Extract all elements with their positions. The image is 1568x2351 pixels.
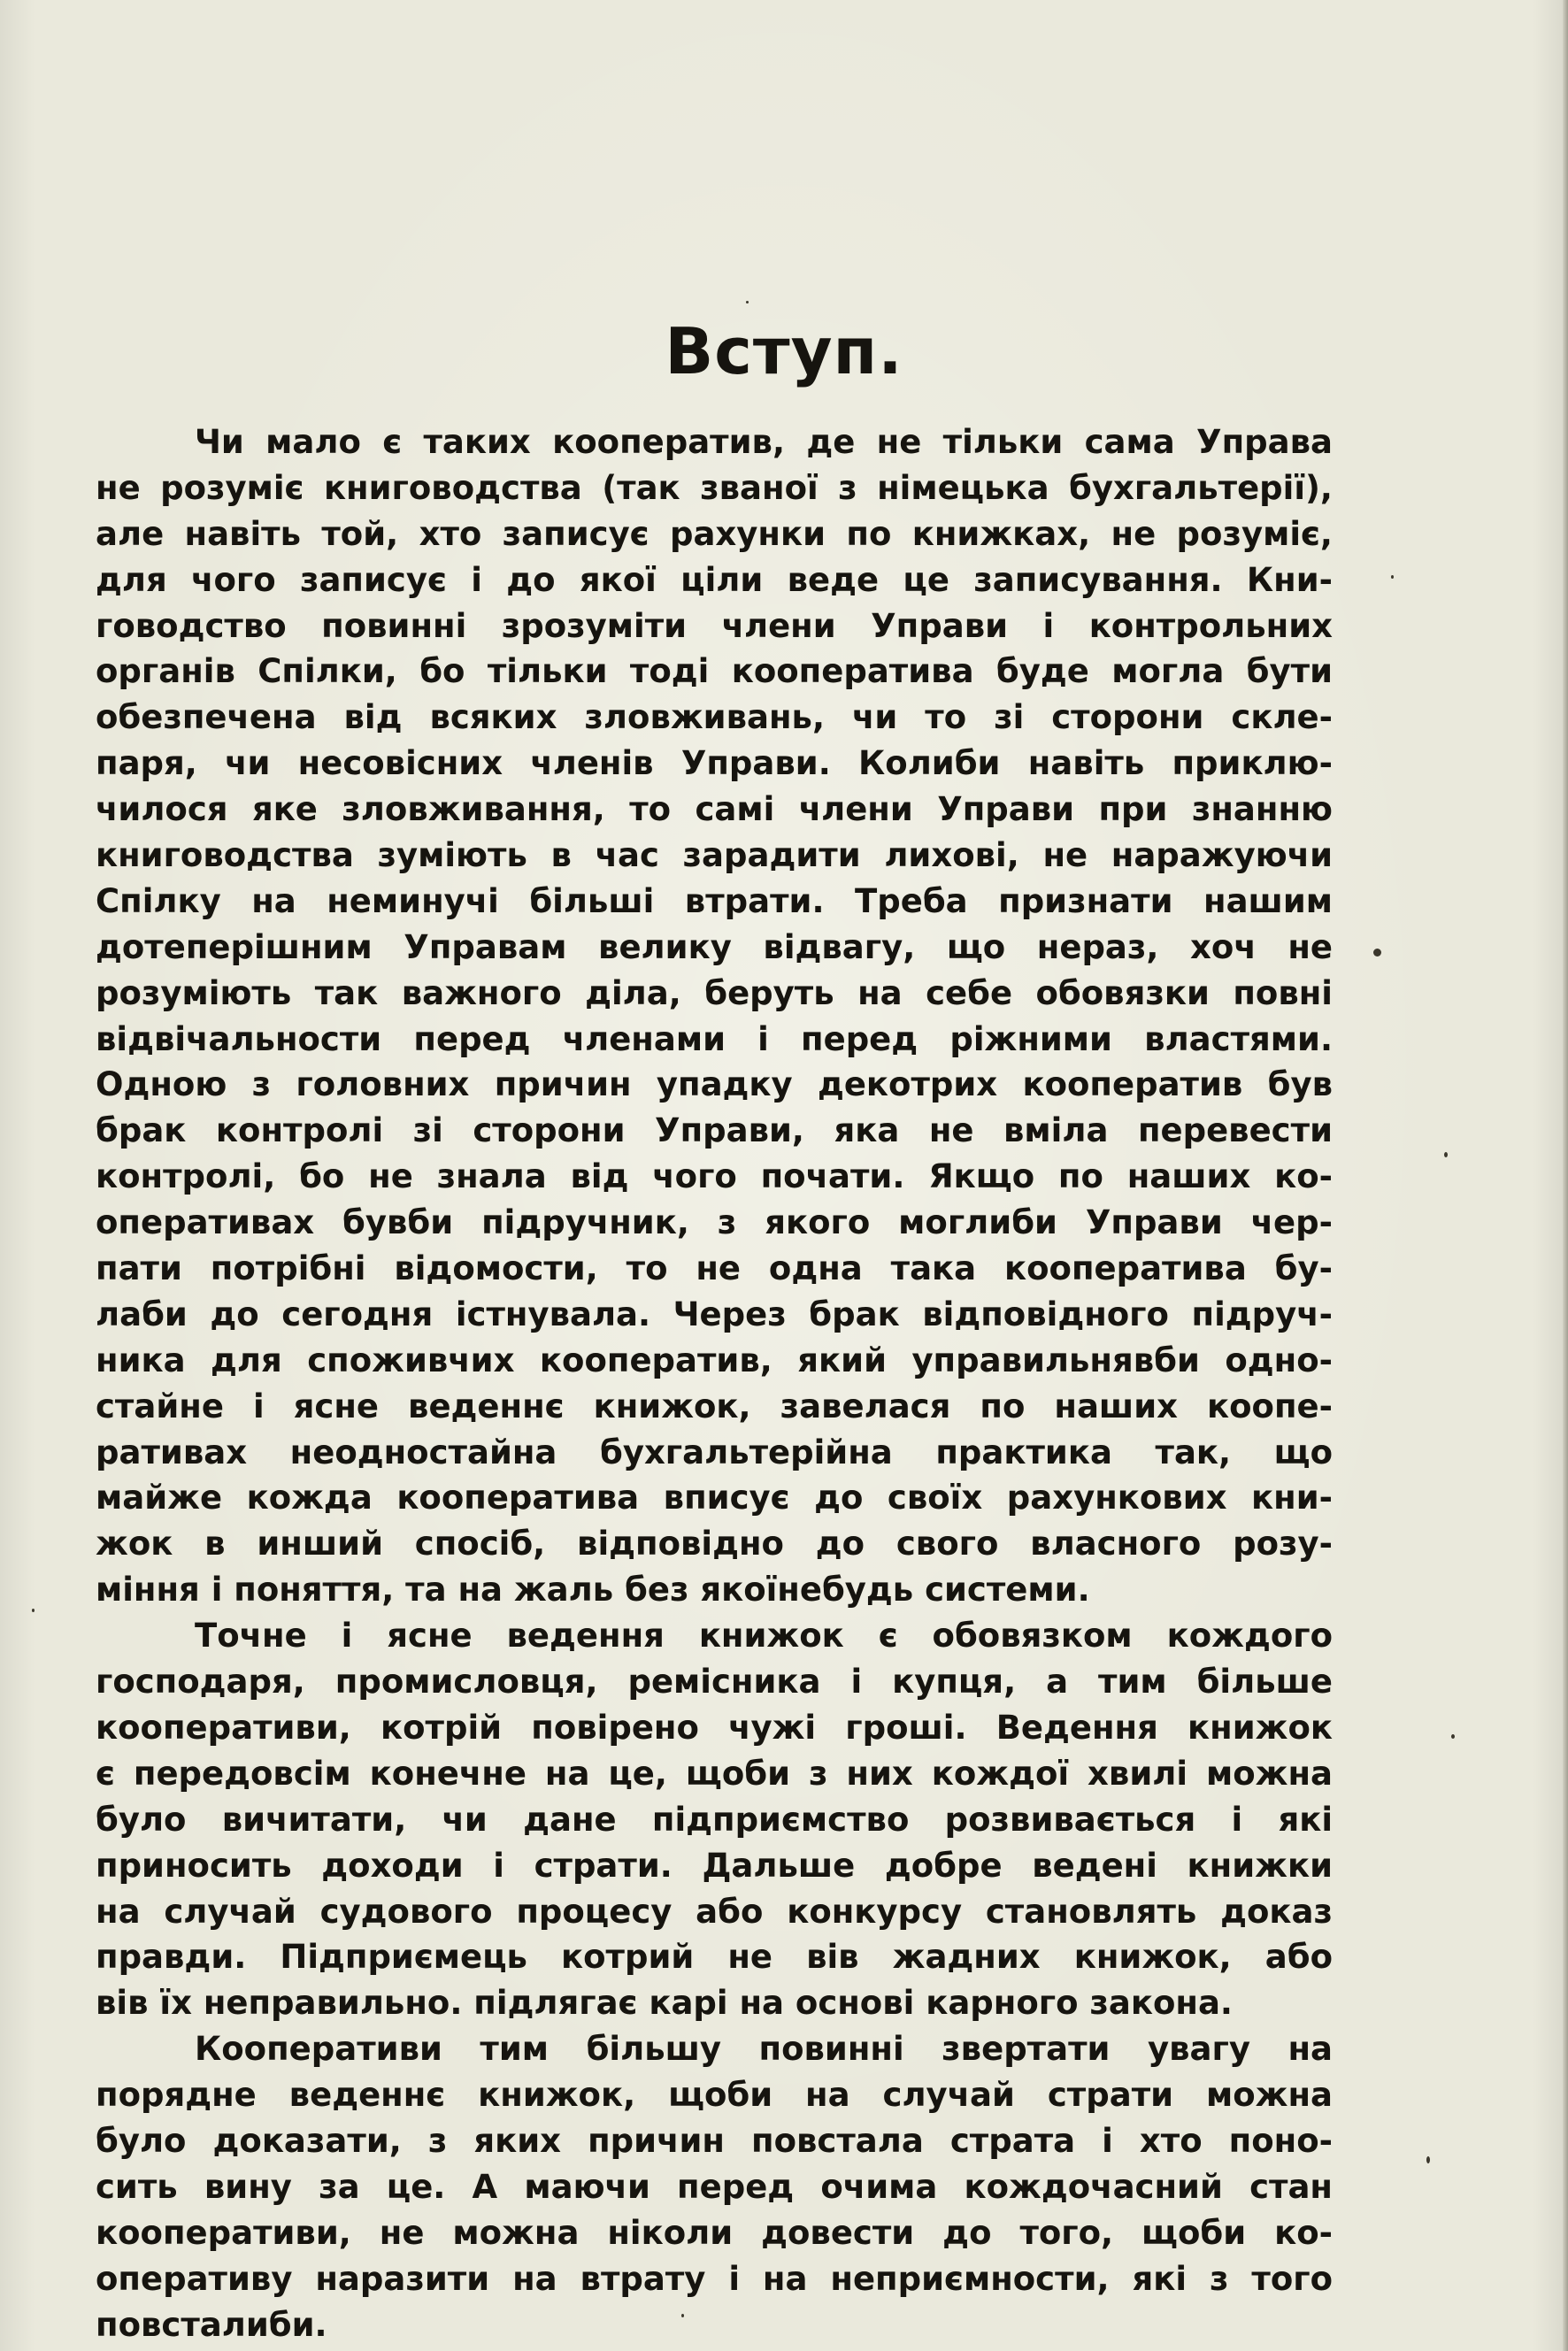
scan-speck	[1451, 1734, 1455, 1739]
text-line: оперативах бувби підручник, з якого моглиби Управи чер-	[96, 1203, 1333, 1242]
text-line: пати потрібні відомости, то не одна така кооператива бу-	[96, 1249, 1333, 1288]
text-line: не розуміє книговодства (так званої з німецька бухгальтерії),	[96, 468, 1333, 507]
text-line: Одною з головних причин упадку декотрих кооператив був	[96, 1065, 1333, 1104]
text-line: міння і поняття, та на жаль без якоїнебудь системи.	[96, 1571, 1090, 1610]
text-line: приносить доходи і страти. Дальше добре ведені книжки	[96, 1846, 1333, 1885]
body-text	[96, 419, 1333, 2347]
text-line: сить вину за це. А маючи перед очима кождочасний стан	[96, 2167, 1333, 2206]
text-line: лаби до сегодня істнувала. Через брак відповідного підруч-	[96, 1295, 1333, 1333]
text-line: кооперативи, котрій повірено чужі гроші. Ведення книжок	[96, 1708, 1333, 1747]
text-line: контролі, бо не знала від чого почати. Якщо по наших ко-	[96, 1157, 1333, 1196]
text-line: паря, чи несовісних членів Управи. Колиби навіть приклю-	[96, 744, 1333, 783]
text-line: але навіть той, хто записує рахунки по книжках, не розуміє,	[96, 514, 1333, 553]
text-line: жок в инший спосіб, відповідно до свого власного розу-	[96, 1525, 1333, 1563]
text-line: на случай судового процесу або конкурсу становлять доказ	[96, 1892, 1333, 1931]
page-title: Вступ.	[665, 314, 903, 388]
scan-speck	[1444, 1152, 1448, 1157]
scan-speck	[1426, 2156, 1430, 2163]
text-line: говодство повинні зрозуміти члени Управи і контрольних	[96, 606, 1333, 645]
scan-speck	[746, 301, 749, 303]
text-line: оперативу наразити на втрату і на неприємности, які з того	[96, 2259, 1333, 2298]
text-line: кооперативи, не можна ніколи довести до того, щоби ко-	[96, 2213, 1333, 2252]
scan-speck	[1391, 575, 1394, 579]
text-line: повсталиби.	[96, 2305, 327, 2344]
text-line: Кооперативи тим більшу повинні звертати увагу на	[195, 2030, 1333, 2069]
text-line: було вичитати, чи дане підприємство розвивається і які	[96, 1800, 1333, 1839]
text-line: органів Спілки, бо тільки тоді кооператива буде могла бути	[96, 652, 1333, 691]
text-line: для чого записує і до якої ціли веде це записування. Кни-	[96, 560, 1333, 599]
text-line: дотеперішним Управам велику відвагу, що нераз, хоч не	[96, 927, 1333, 966]
text-line: було доказати, з яких причин повстала страта і хто поно-	[96, 2121, 1333, 2160]
text-line: правди. Підприємець котрий не вів жадних книжок, або	[96, 1938, 1333, 1977]
text-line: відвічальности перед членами і перед ріжними властями.	[96, 1019, 1333, 1058]
text-line: є передовсім конечне на це, щоби з них кождої хвилі можна	[96, 1754, 1333, 1793]
text-line: ративах неодностайна бухгальтерійна практика так, що	[96, 1433, 1333, 1471]
scan-speck	[32, 1609, 35, 1612]
text-line: вів їх неправильно. підлягає карі на основі карного закона.	[96, 1984, 1233, 2023]
text-line: книговодства зуміють в час зарадити лихові, не наражуючи	[96, 836, 1333, 875]
text-line: Спілку на неминучі більші втрати. Треба признати нашим	[96, 881, 1333, 920]
text-line: Точне і ясне ведення книжок є обовязком кождого	[195, 1617, 1333, 1656]
text-line: майже кожда кооператива вписує до своїх рахункових кни-	[96, 1479, 1333, 1517]
text-line: обезпечена від всяких зловживань, чи то зі сторони скле-	[96, 698, 1333, 737]
text-line: порядне веденнє книжок, щоби на случай страти можна	[96, 2076, 1333, 2115]
text-line: розуміють так важного діла, беруть на себе обовязки повні	[96, 973, 1333, 1012]
text-line: господаря, промисловця, ремісника і купця, а тим більше	[96, 1663, 1333, 1702]
text-line: чилося яке зловживання, то самі члени Управи при знанню	[96, 790, 1333, 829]
text-line: брак контролі зі сторони Управи, яка не вміла перевести	[96, 1111, 1333, 1150]
text-line: Чи мало є таких кооператив, де не тільки сама Управа	[195, 423, 1333, 461]
scan-speck	[681, 2314, 684, 2317]
text-line: стайне і ясне веденнє книжок, завелася по наших коопе-	[96, 1387, 1333, 1425]
text-line: ника для споживчих кооператив, який управильнявби одно-	[96, 1341, 1333, 1379]
scan-speck	[1373, 949, 1381, 957]
